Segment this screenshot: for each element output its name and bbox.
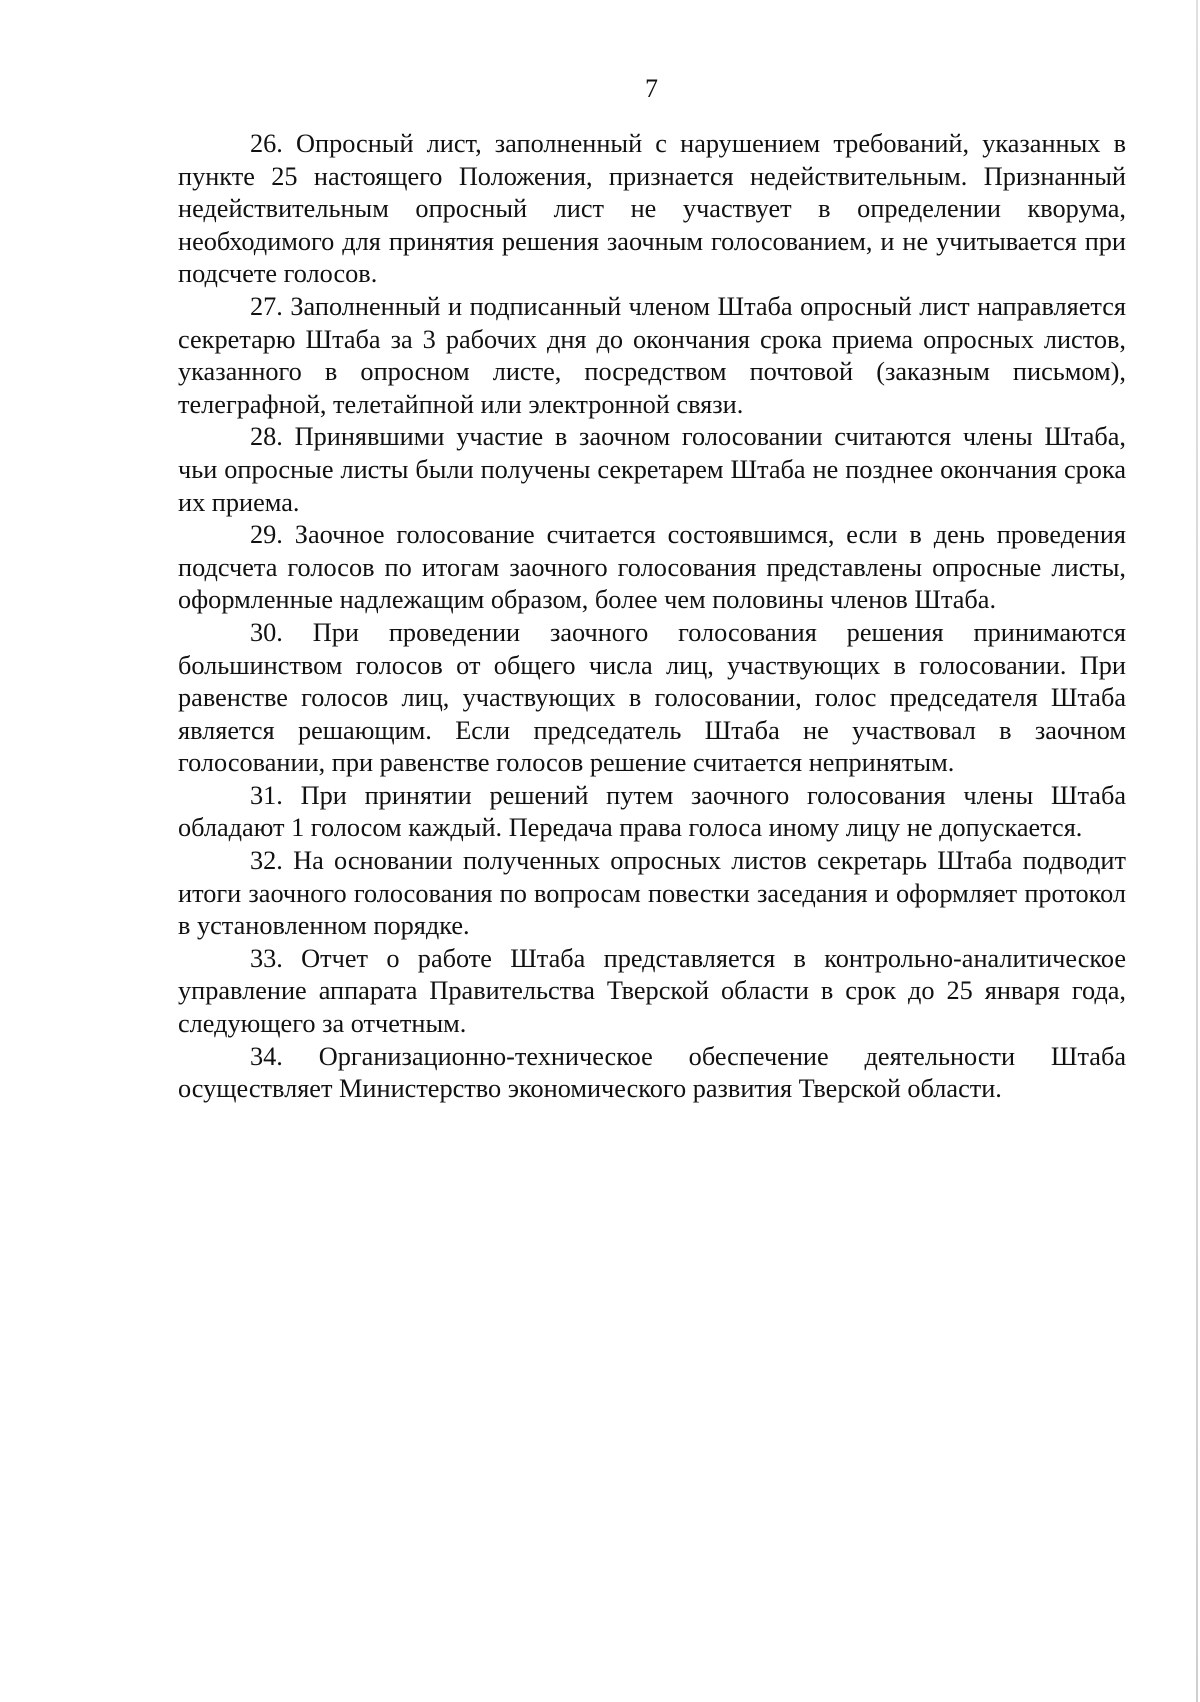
paragraph-34: 34. Организационно-техническое обеспечение деятельности Штаба осуществляет Министерство экономического развития Тверской области. — [178, 1041, 1126, 1104]
page-number: 7 — [645, 74, 658, 103]
paragraph-28: 28. Принявшими участие в заочном голосовании считаются члены Штаба, чьи опросные листы были получены секретарем Штаба не позднее окончания срока их приема. — [178, 422, 1126, 517]
scan-edge — [1196, 0, 1198, 1702]
paragraph-32: 32. На основании полученных опросных листов секретарь Штаба подводит итоги заочного голосования по вопросам повестки заседания и оформляет протокол в установленном порядке. — [178, 846, 1126, 941]
paragraph-29: 29. Заочное голосование считается состоявшимся, если в день проведения подсчета голосов по итогам заочного голосования представлены опросные листы, оформленные надлежащим образом, более чем половины членов Штаба. — [178, 520, 1126, 615]
paragraph-31: 31. При принятии решений путем заочного голосования члены Штаба обладают 1 голосом каждый. Передача права голоса иному лицу не допускается. — [178, 780, 1126, 843]
paragraph-33: 33. Отчет о работе Штаба представляется в контрольно-аналитическое управление аппарата Правительства Тверской области в срок до 25 января года, следующего за отчетным. — [178, 943, 1126, 1039]
paragraph-30: 30. При проведении заочного голосования решения принимаются большинством голосов от общего числа лиц, участвующих в голосовании. При равенстве голосов лиц, участвующих в голосовании, голос председателя Штаба является решающим. Если председатель Штаба не участвовал в заочном голосовании, при равенстве голосов решение считается непринятым. — [178, 617, 1126, 778]
document-body — [178, 128, 1126, 1106]
paragraph-26: 26. Опросный лист, заполненный с нарушением требований, указанных в пункте 25 настоящего Положения, признается недействительным. Признанный недействительным опросный лист не участвует в определении кворума, необходимого для принятия решения заочным голосованием, и не учитывается при подсчете голосов. — [178, 129, 1126, 289]
paragraph-27: 27. Заполненный и подписанный членом Штаба опросный лист направляется секретарю Штаба за 3 рабочих дня до окончания срока приема опросных листов, указанного в опросном листе, посредством почтовой (заказным письмом), телеграфной, телетайпной или электронной связи. — [178, 291, 1126, 419]
